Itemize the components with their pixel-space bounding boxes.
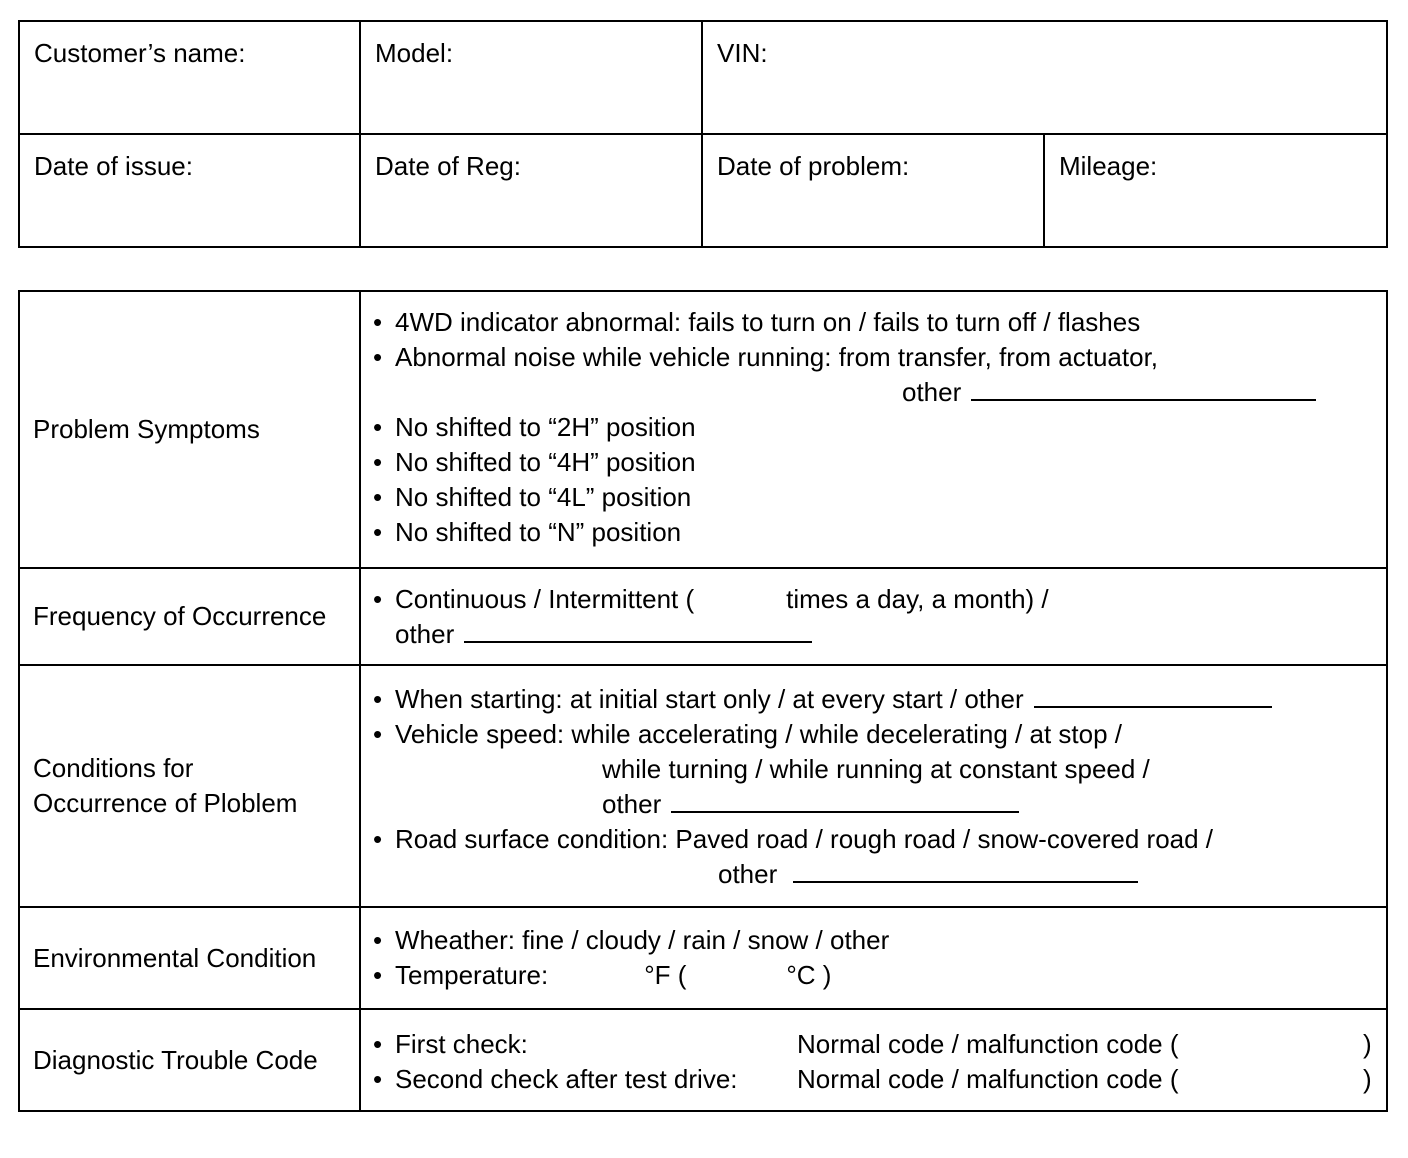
date-of-issue-field[interactable] [19, 134, 360, 247]
bullet-icon [373, 682, 395, 717]
frequency-other-line[interactable]: other [373, 617, 1386, 652]
customer-name-field[interactable] [19, 21, 360, 134]
customer-name-label: Customer’s name: [34, 38, 246, 68]
environment-row [19, 907, 1387, 1009]
speed-line-2[interactable]: while turning / while running at constant speed / [602, 754, 1150, 784]
dtc-label: Diagnostic Trouble Code [19, 1009, 360, 1111]
second-check-line[interactable]: • Second check after test drive: Normal code / malfunction code ( ) [373, 1062, 1386, 1097]
frequency-other-blank[interactable] [464, 617, 812, 643]
vin-field[interactable] [702, 21, 1387, 134]
bullet-icon [373, 717, 395, 752]
date-of-issue-label: Date of issue: [34, 151, 193, 181]
environment-label: Environmental Condition [19, 907, 360, 1009]
conditions-row [19, 665, 1387, 907]
bullet-icon [373, 515, 395, 550]
list-item[interactable]: • No shifted to “4L” position [373, 480, 1386, 515]
temperature-line[interactable]: • Temperature: °F ( °C ) [373, 958, 1386, 993]
date-of-problem-label: Date of problem: [717, 151, 910, 181]
road-other-blank[interactable] [793, 857, 1138, 883]
diagnosis-table [18, 290, 1388, 1112]
vehicle-info-table [18, 20, 1388, 248]
road-line[interactable]: • Road surface condition: Paved road / rough road / snow-covered road / [373, 822, 1386, 857]
mileage-field[interactable] [1044, 134, 1387, 247]
list-item[interactable]: • No shifted to “4H” position [373, 445, 1386, 480]
list-item[interactable]: • 4WD indicator abnormal: fails to turn on / fails to turn off / flashes [373, 305, 1386, 340]
bullet-icon [373, 445, 395, 480]
bullet-icon [373, 822, 395, 857]
speed-line[interactable]: • Vehicle speed: while accelerating / while decelerating / at stop / [373, 717, 1386, 752]
speed-other-line[interactable]: other [373, 787, 1386, 822]
weather-line[interactable]: • Wheather: fine / cloudy / rain / snow / other [373, 923, 1386, 958]
conditions-label: Conditions for Occurrence of Ploblem [19, 665, 360, 907]
bullet-icon [373, 410, 395, 445]
list-item[interactable]: • Abnormal noise while vehicle running: from transfer, from actuator, [373, 340, 1386, 375]
bullet-icon [373, 958, 395, 993]
frequency-label: Frequency of Occurrence [19, 568, 360, 665]
bullet-icon [373, 305, 395, 340]
list-item[interactable]: • No shifted to “N” position [373, 515, 1386, 550]
bullet-icon [373, 582, 395, 617]
speed-other-blank[interactable] [671, 787, 1019, 813]
starting-other-blank[interactable] [1034, 682, 1272, 708]
model-label: Model: [375, 38, 454, 68]
vin-label: VIN: [717, 38, 768, 68]
noise-other-line[interactable]: other [373, 375, 1386, 410]
bullet-icon [373, 340, 395, 375]
road-other-line[interactable]: other [373, 857, 1386, 892]
date-of-reg-field[interactable] [360, 134, 702, 247]
bullet-icon [373, 1062, 395, 1097]
model-field[interactable] [360, 21, 702, 134]
mileage-label: Mileage: [1059, 151, 1158, 181]
bullet-icon [373, 480, 395, 515]
dtc-row [19, 1009, 1387, 1111]
bullet-icon [373, 923, 395, 958]
first-check-line[interactable]: • First check: Normal code / malfunction code ( ) [373, 1027, 1386, 1062]
problem-symptoms-label: Problem Symptoms [19, 291, 360, 568]
frequency-row [19, 568, 1387, 665]
date-of-reg-label: Date of Reg: [375, 151, 521, 181]
frequency-line[interactable]: • Continuous / Intermittent ( times a day, a month) / [373, 582, 1386, 617]
date-of-problem-field[interactable] [702, 134, 1044, 247]
noise-other-blank[interactable] [971, 375, 1316, 401]
starting-line[interactable]: • When starting: at initial start only / at every start / other [373, 682, 1386, 717]
bullet-icon [373, 1027, 395, 1062]
problem-symptoms-row [19, 291, 1387, 568]
list-item[interactable]: • No shifted to “2H” position [373, 410, 1386, 445]
